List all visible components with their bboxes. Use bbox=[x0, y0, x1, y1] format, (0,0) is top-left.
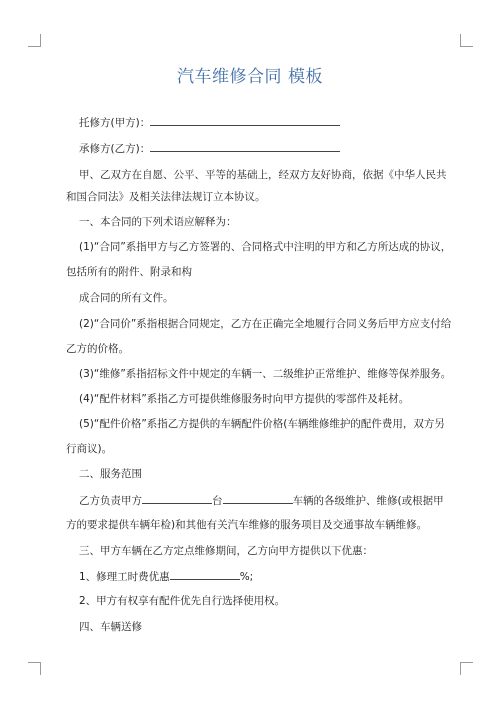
term-2-line-b: 乙方的价格。 bbox=[66, 343, 129, 355]
scope-line-b: 方的要求提供车辆年检)和其他有关汽车维修的服务项目及交通事故车辆维修。 bbox=[66, 519, 428, 531]
scope-line-a bbox=[79, 493, 459, 508]
document-title: 汽车维修合同 模板 bbox=[177, 67, 323, 87]
crop-mark-bottom-left bbox=[28, 662, 41, 675]
discount-1-text: 1、修理工时费优惠 bbox=[79, 571, 170, 583]
crop-mark-bottom-right bbox=[460, 662, 473, 675]
term-3: (3)“维修”系指招标文件中规定的车辆一、二级维护正常维护、维修等保养服务。 bbox=[79, 368, 452, 380]
discount-blank[interactable] bbox=[170, 569, 240, 580]
term-2-line-a: (2)“合同价”系指根据合同规定，乙方在正确完全地履行合同义务后甲方应支付给 bbox=[79, 318, 452, 330]
section-2-heading: 二、服务范围 bbox=[79, 468, 142, 480]
intro-line-2: 和国合同法》及相关法律法规订立本协议。 bbox=[66, 191, 266, 203]
scope-text-1: 乙方负责甲方 bbox=[79, 495, 142, 507]
scope-party-blank[interactable] bbox=[142, 493, 212, 504]
intro-line-1: 甲、乙双方在自愿、公平、平等的基础上，经双方友好协商，依据《中华人民共 bbox=[79, 169, 447, 181]
discount-2: 2、甲方有权享有配件优先自行选择使用权。 bbox=[79, 595, 286, 607]
section-3-heading: 三、甲方车辆在乙方定点维修期间，乙方向甲方提供以下优惠： bbox=[79, 545, 373, 557]
discount-1-suffix: %; bbox=[239, 571, 254, 583]
client-field bbox=[79, 115, 459, 130]
discount-1 bbox=[79, 569, 459, 584]
repairer-blank[interactable] bbox=[150, 141, 340, 152]
section-4-heading: 四、车辆送修 bbox=[79, 621, 142, 633]
repairer-label: 承修方(乙方)： bbox=[79, 143, 151, 155]
crop-mark-top-right bbox=[460, 34, 473, 47]
scope-text-2: 台 bbox=[212, 495, 223, 507]
term-1-line-b: 包括所有的附件、附录和构 bbox=[66, 266, 192, 278]
term-5-line-a: (5)“配件价格”系指乙方提供的车辆配件价格(车辆维修维护的配件费用，双方另 bbox=[79, 418, 445, 430]
client-label: 托修方(甲方)： bbox=[79, 117, 151, 129]
term-1-line-a: (1)“合同”系指甲方与乙方签署的、合同格式中注明的甲方和乙方所达成的协议， bbox=[79, 241, 452, 253]
client-blank[interactable] bbox=[150, 115, 340, 126]
term-5-line-b: 行商议)。 bbox=[66, 443, 113, 455]
term-1-line-c: 成合同的所有文件。 bbox=[79, 292, 174, 304]
scope-count-blank[interactable] bbox=[223, 493, 293, 504]
section-1-heading: 一、本合同的下列术语应解释为： bbox=[79, 216, 237, 228]
scope-text-3: 车辆的各级维护、维修(或根据甲 bbox=[292, 495, 444, 507]
repairer-field bbox=[79, 141, 459, 156]
term-4: (4)“配件材料”系指乙方可提供维修服务时向甲方提供的零部件及耗材。 bbox=[79, 393, 410, 405]
crop-mark-top-left bbox=[28, 34, 41, 47]
